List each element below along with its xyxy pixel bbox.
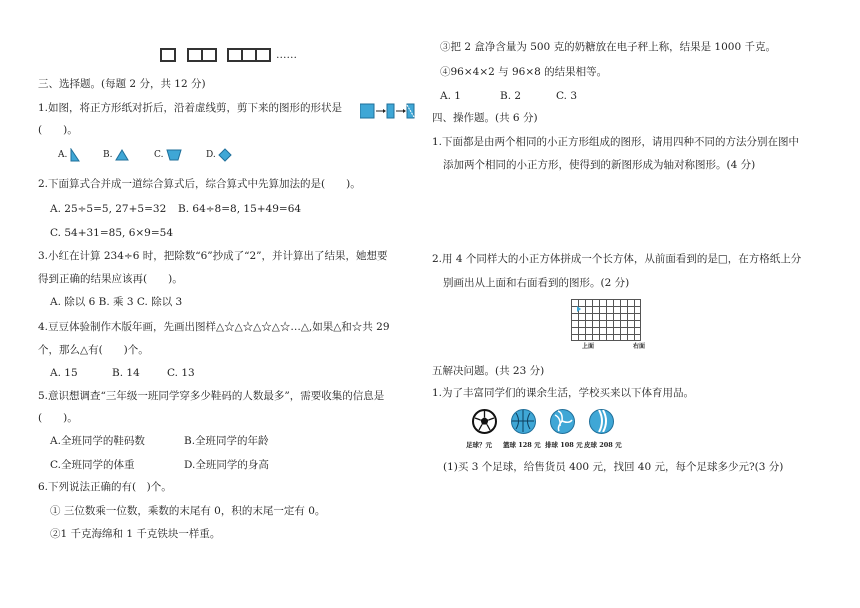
- section-3-title: 三、选择题。(每题 2 分，共 12 分): [38, 78, 206, 90]
- section-4-title: 四、操作题。(共 6 分): [432, 112, 538, 124]
- q1-text: 1.如图，将正方形纸对折后，沿着虚线剪，剪下来的图形的形状是: [38, 102, 343, 114]
- q2-option-c: C. 54+31=85, 6×9=54: [50, 227, 174, 239]
- q3-line2: 得到正确的结果应该再( )。: [38, 273, 183, 285]
- ball-price-basketball: 篮球 128 元: [503, 441, 541, 449]
- q6-option-a: A. 1: [440, 90, 461, 102]
- q6-statement-4: ④96×4×2 与 96×8 的结果相等。: [440, 66, 608, 78]
- grid-label-right: 右面: [633, 343, 646, 350]
- p1-sub1: (1)买 3 个足球，给售货员 400 元，找回 40 元，每个足球多少元?(3 分): [443, 461, 784, 473]
- q5-line1: 5.意识想调查“三年级一班同学穿多少鞋码的人数最多”，需要收集的信息是: [38, 390, 385, 402]
- rubber-ball-icon: [589, 409, 614, 434]
- q4-option-a: A. 15: [50, 367, 78, 379]
- op1-line1: 1.下面都是由两个相同的小正方形组成的图形，请用四种不同的方法分别在图中: [432, 136, 800, 148]
- grid-label-top: 上面: [582, 343, 595, 350]
- q2-text: 2.下面算式合并成一道综合算式后，综合算式中先算加法的是( )。: [38, 178, 361, 190]
- option-a-shape: [70, 148, 80, 162]
- q1-option-a-label: A.: [58, 150, 68, 160]
- ball-price-volleyball: 排球 108 元: [545, 441, 583, 449]
- q5-option-c: C.全班同学的体重: [50, 459, 135, 471]
- basketball-icon: [511, 409, 536, 434]
- pattern-ellipsis: ……: [276, 49, 297, 61]
- option-c-shape: [166, 149, 182, 161]
- q1-paren: ( )。: [38, 124, 78, 136]
- pattern-square: [255, 48, 271, 62]
- volleyball-icon: [550, 409, 575, 434]
- op2-line2: 别画出从上面和右面看到的图形。(2 分): [443, 277, 630, 289]
- q1-option-d-label: D.: [206, 150, 216, 160]
- option-d-shape: [218, 148, 232, 162]
- q6-statement-2: ②1 千克海绵和 1 千克铁块一样重。: [50, 528, 221, 540]
- q1-option-c-label: C.: [154, 150, 164, 160]
- op2-line1: 2.用 4 个同样大的小正方体拼成一个长方体，从前面看到的是□，在方格纸上分: [432, 253, 802, 265]
- q5-option-a: A.全班同学的鞋码数: [50, 435, 145, 447]
- op1-line2: 添加两个相同的小正方形，使得到的新图形成为轴对称图形。(4 分): [443, 159, 756, 171]
- q6-statement-1: ① 三位数乘一位数，乘数的末尾有 0，积的末尾一定有 0。: [50, 505, 326, 517]
- option-b-shape: [115, 149, 129, 161]
- pattern-square: [201, 48, 217, 62]
- q5-option-b: B.全班同学的年龄: [184, 435, 269, 447]
- blue-mark: [576, 305, 582, 313]
- q6-text: 6.下列说法正确的有( )个。: [38, 481, 172, 493]
- q4-line1: 4.豆豆体验制作木版年画，先画出图样△☆△☆△☆△☆…△,如果△和☆共 29: [38, 321, 390, 333]
- q6-option-c: C. 3: [556, 90, 578, 102]
- pattern-square: [160, 48, 176, 62]
- q6-option-b: B. 2: [500, 90, 522, 102]
- q3-line1: 3.小红在计算 234÷6 时，把除数“6”抄成了“2”，并计算出了结果，她想要: [38, 250, 388, 262]
- ball-price-rubber: 皮球 208 元: [584, 441, 622, 449]
- q2-option-a: A. 25÷5=5, 27+5=32: [50, 203, 167, 215]
- q6-statement-3: ③把 2 盒净含量为 500 克的奶糖放在电子秤上称，结果是 1000 千克。: [440, 41, 776, 53]
- q2-option-b: B. 64÷8=8, 15+49=64: [178, 203, 302, 215]
- football-icon: [472, 409, 497, 434]
- fold-cut-figure: [360, 103, 418, 119]
- q4-option-b: B. 14: [112, 367, 140, 379]
- ball-price-football: 足球？元: [466, 441, 492, 449]
- q1-option-b-label: B.: [103, 150, 113, 160]
- q4-line2: 个，那么△有( )个。: [38, 344, 149, 356]
- q3-options: A. 除以 6 B. 乘 3 C. 除以 3: [50, 296, 183, 308]
- q4-option-c: C. 13: [167, 367, 195, 379]
- p1-text: 1.为了丰富同学们的课余生活，学校买来以下体育用品。: [432, 387, 695, 399]
- section-5-title: 五解决问题。(共 23 分): [432, 365, 545, 377]
- q5-option-d: D.全班同学的身高: [184, 459, 269, 471]
- q5-line2: ( )。: [38, 412, 78, 424]
